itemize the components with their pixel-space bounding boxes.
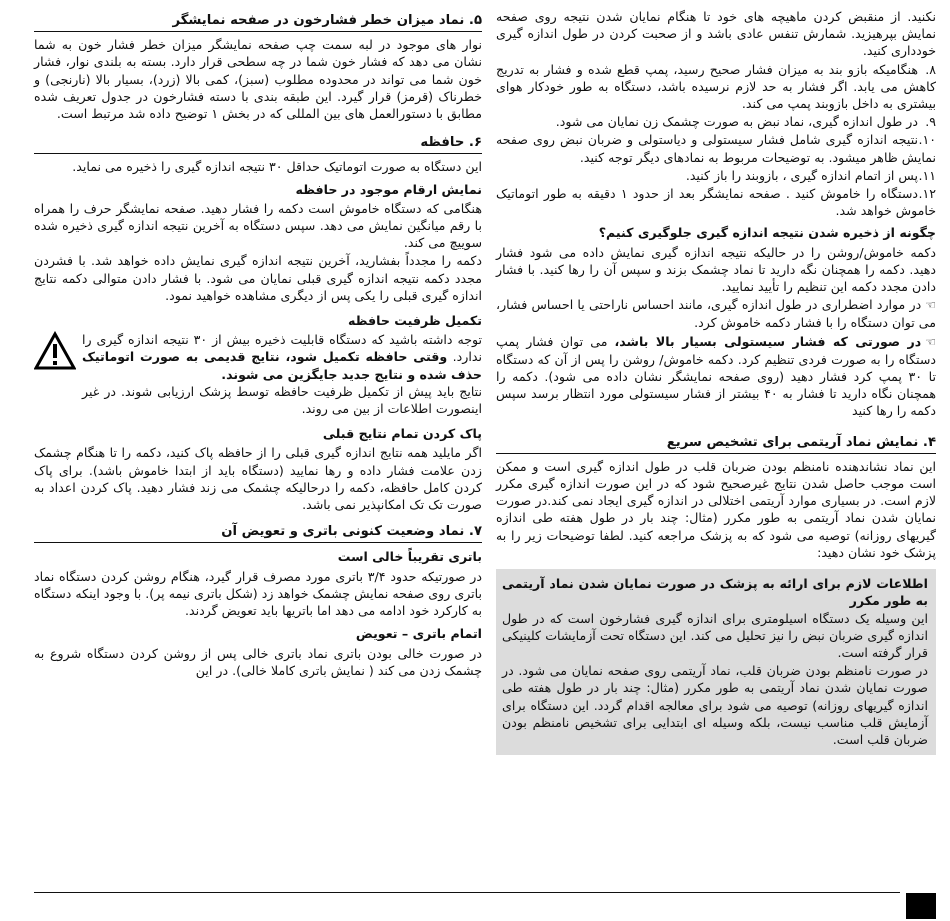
list-item-12 [496,185,936,219]
note-bold-text: در صورتی که فشار سیستولی بسیار بالا باشد، [614,333,922,349]
pointing-hand-icon: ☜ [925,334,936,349]
list-text: دستگاه را خاموش کنید . صفحه نمایشگر بعد از حدود ۱ دقیقه به طور اتوماتیک خاموش خواهد شد. [496,186,936,219]
warning-text-bold: وقتی حافظه تکمیل شود، نتایج قدیمی به صورت اتوماتیک حذف شده و نتایج جدید جایگزین می شوند. [82,349,482,382]
memory-display-heading: نمایش ارقام موجود در حافظه [295,181,482,197]
list-text: نتیجه اندازه گیری شامل فشار سیستولی و دیاستولی و ضربان نبض روی صفحه نمایش ظاهر میشود. به توضیحات مربوط به نمادهای دیگر توجه کنید. [496,132,936,165]
battery-replace-paragraph: در صورت خالی بودن باتری نماد باتری خالی پس از روشن کردن دستگاه شروع به چشمک زدن می کند ( نمایش باتری کاملا خالی). در این [34,645,482,678]
section-5-heading: ۵. نماد میزان خطر فشارخون در صفحه نمایشگر [34,12,482,32]
memory-warning [34,331,482,417]
list-number: ۸. [925,61,936,77]
section-6-heading: ۶. حافظه [34,134,482,154]
memory-paragraph: دکمه را مجدداً بفشارید، آخرین نتیجه اندازه گیری نمایش داده خواهد شد. با فشردن مجدد دکمه نتیجه اندازه گیری قبلی نمایان می شود. با فشار دادن متوالی دکمه نتایج اندازه گیری قبلی را یکی پس از دیگری مشاهده خواهید نمود. [34,253,482,303]
battery-low-heading: باتری تقریباً خالی است [337,549,482,565]
section-6-paragraph: این دستگاه به صورت اتوماتیک حداقل ۳۰ نتیجه اندازه گیری را ذخیره می نماید. [72,159,482,175]
note-text: می توان فشار پمپ دستگاه را به صورت فردی تنظیم کرد. دکمه خاموش/ روشن را پس از آن که دستگاه تا ۳۰ پمپ کرد فشار دهید (روی صفحه نمایشگر نشان داده می شود). دکمه را همچنان نگاه دارید تا فشار به ۴۰ بیشتر از فشار سیستولی مورد انتظار برسد سپس دکمه را رها کنید [496,333,936,419]
warning-triangle-icon [34,331,76,371]
battery-replace-heading: اتمام باتری – تعویض [355,626,482,642]
left-column [34,8,482,680]
note-emergency [496,296,936,331]
info-box-paragraph: این وسیله یک دستگاه اسیلومتری برای اندازه گیری فشارخون است که در طول اندازه گیری ضربان نبض را نیز تحلیل می کند. این دستگاه تحت آزمایشات کلینیکی قرار گرفته است. [502,610,928,660]
paragraph-continued: نکنید. از منقبض کردن ماهیچه های خود تا هنگام نمایان شدن نتیجه روی صفحه نمایش بپرهیزید. شمارش تنفس عادی باشد و از صحبت کردن در طول اندازه گیری خودداری کنید. [496,9,936,59]
list-number: ۱۱. [918,167,936,183]
info-box-paragraph: در صورت نامنظم بودن ضربان قلب، نماد آریتمی روی صفحه نمایان می شود. در صورت نمایان شدن نماد آریتمی به طور مکرر (مثال: چند بار در طول هفته طی اندازه گیریهای روزانه) توصیه می شود برای معالجه اقدام گردد. این دستگاه برای آزمایش قلب مناسب نیست، بلکه وسیله ای ابتدایی برای تشخیص نامنظم بودن ضربان قلب است. [502,663,928,747]
list-number: ۱۲. [918,186,936,202]
section-5-paragraph: نوار های موجود در لبه سمت چپ صفحه نمایشگر میزان خطر فشار خون به شما نشان می دهد که فشار خون شما در چه سطحی قرار دارد. بسته به بلندی نوار، فشار خون شما می تواند در محدوده مطلوب (سبز)، کمی بالا (زرد)، بسیار بالا (نارنجی) و خطرناک (قرمز) قرار گیرد. این طبقه بندی با دسته فشارخون در جدول تعریف شده مطابق با دستورالعمل های بین المللی که در بخش ۱ توضیح داده شد مرتبط است. [34,37,482,122]
footer-rule [34,892,900,893]
clear-memory-paragraph: اگر مایلید همه نتایج اندازه گیری قبلی را از حافظه پاک کنید، دکمه را تا هنگام چشمک زدن علامت فشار داده و رها نمایید (دستگاه باید از ابتدا خاموش باشد). برای پاک کردن کامل حافظه، دکمه را درحالیکه چشمک می زند فشار دهید. پاک کردن اعداد به صورت تک تک امکانپذیر نمی باشد. [34,445,482,513]
section-4-heading: ۴. نمایش نماد آریتمی برای تشخیص سریع [496,434,936,454]
save-paragraph: دکمه خاموش/روشن را در حالیکه نتیجه اندازه گیری نمایش داده می شود فشار دهید. دکمه را همچنان نگه دارید تا نماد چشمک بزند و سپس آن را رها کنید. با فشار دادن مجدد دکمه این تنظیم را تأیید نمایید. [496,244,936,295]
note-high-pressure [496,333,936,420]
page-marker-box [906,893,936,919]
list-text: در طول اندازه گیری، نماد نبض به صورت چشمک زن نمایان می شود. [555,114,918,130]
list-item-11 [496,167,936,184]
clear-memory-heading: پاک کردن تمام نتایج قبلی [322,426,482,442]
section-4-paragraph: این نماد نشاندهنده نامنظم بودن ضربان قلب در طول اندازه گیری است و ممکن است موجب حاصل شدن نتایج غیرصحیح شود که در این صورت اندازه گیری مکرر لازم است. در بسیاری موارد آریتمی اختلالی در اندازه گیری ایجاد نمی کند.در صورت نمایان شدن نماد آریتمی به طور مکرر (مثال: چند بار در طول هفته طی اندازه گیریهای روزانه) توصیه می شود که به پزشک مراجعه کنید. لطفا توضیحات زیر را به پزشک خود نشان دهید: [496,458,936,560]
list-number: ۹. [925,114,936,130]
list-item-10 [496,131,936,165]
list-item-9 [496,113,936,130]
memory-paragraph: هنگامی که دستگاه خاموش است دکمه را فشار دهید. صفحه نمایشگر حرف را همراه با رقم میانگین نمایش می دهد. سپس دستگاه به آخرین نتیجه اندازه گیری ذخیره شده سوییچ می کند. [34,200,482,251]
list-number: ۱۰. [918,132,936,148]
info-box-heading: اطلاعات لازم برای ارائه به پزشک در صورت نمایان شدن نماد آریتمی به طور مکرر [502,576,928,609]
list-item-8 [496,61,936,113]
save-heading: چگونه از ذخیره شدن نتیجه اندازه گیری جلوگیری کنیم؟ [598,225,936,241]
pointing-hand-icon: ☜ [925,298,936,313]
note-text: در موارد اضطراری در طول اندازه گیری، مانند احساس ناراحتی یا احساس فشار، می توان دستگاه را با فشار دکمه خاموش کرد. [496,297,936,331]
warning-text-part: توجه داشته باشید که دستگاه قابلیت ذخیره بیش از ۳۰ نتیجه اندازه گیری را ندارد. [82,332,482,365]
section-7-heading: ۷. نماد وضعیت کنونی باتری و تعویض آن [34,523,482,543]
memory-full-heading: تکمیل ظرفیت حافظه [347,313,482,329]
battery-low-paragraph: در صورتیکه حدود ۳/۴ باتری مورد مصرف قرار گیرد، هنگام روشن کردن دستگاه نماد باتری روی صفحه نمایش چشمک خواهد زد (شکل باتری نیمه پر). با وجود اینکه دستگاه به کارکرد خود ادامه می دهد اما باتریها باید تعویض گردند. [34,568,482,619]
warning-text [82,331,482,417]
right-column [496,8,936,755]
physician-info-box [496,569,936,755]
warning-text-part: نتایج باید پیش از تکمیل ظرفیت حافظه توسط پزشک ارزیابی شوند. در غیر اینصورت اطلاعات از بین می روند. [82,383,482,417]
list-text: پس از اتمام اندازه گیری ، بازوبند را باز کنید. [685,167,918,183]
list-text: هنگامیکه بازو بند به میزان فشار صحیح رسید، پمپ قطع شده و فشار به تدریج کاهش می یابد. اگر فشار به حد لازم نرسیده باشد، دستگاه به طور خودکار هوای بیشتری به داخل بازوبند پمپ می کند. [496,61,936,112]
